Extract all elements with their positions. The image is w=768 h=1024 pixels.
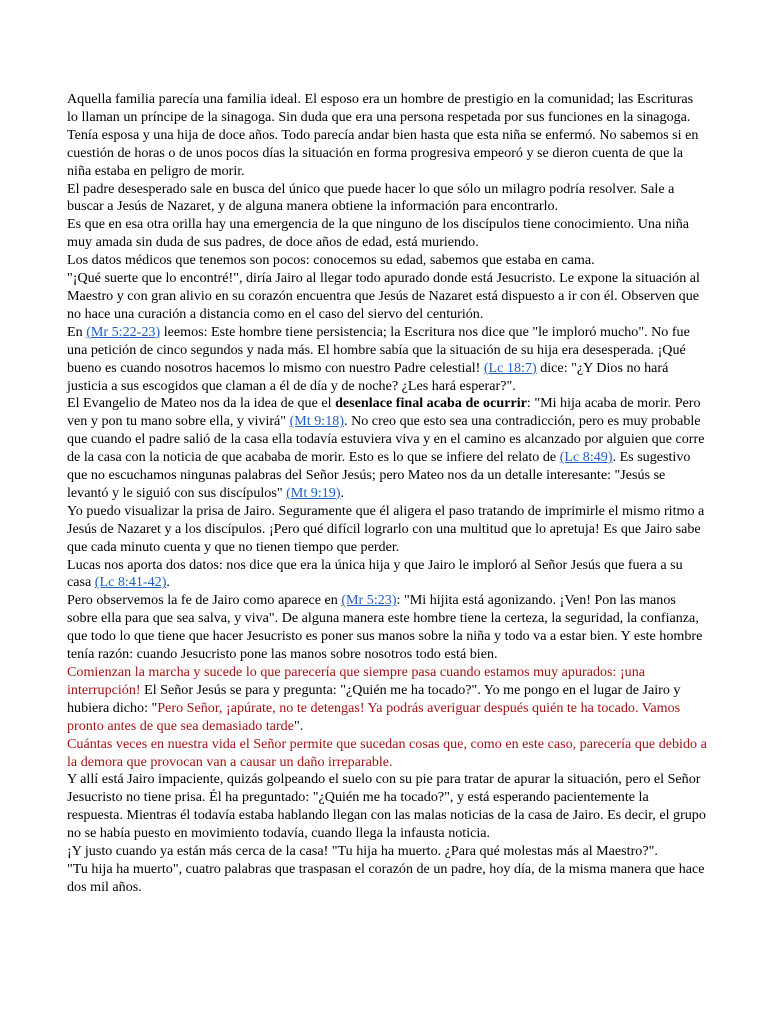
body-text: El Evangelio de Mateo nos da la idea de que el (67, 395, 336, 412)
highlighted-text: Comienzan la marcha y sucede lo que parecería que siempre pasa cuando estamos muy apurados: ¡una interrupción! (67, 664, 646, 698)
body-text: : "Mi hija acaba de morir. Pero ven y pon tu mano sobre ella, y vivirá" (67, 395, 701, 430)
paragraph (67, 91, 707, 181)
highlighted-text: Cuántas veces en nuestra vida el Señor permite que sucedan cosas que, como en este caso, parecería que debido a la demora que provocan van a causar un daño irreparable. (67, 735, 707, 770)
paragraph (67, 557, 707, 593)
paragraph (67, 503, 707, 557)
paragraph (67, 861, 707, 897)
body-text: Los datos médicos que tenemos son pocos: conocemos su edad, sabemos que estaba en cama. (67, 252, 595, 269)
body-text: Yo puedo visualizar la prisa de Jairo. Seguramente que él aligera el paso tratando de imprimirle el mismo ritmo a Jesús de Nazaret y a los discípulos. ¡Pero qué difícil lograrlo con una multitud que lo apretuja! Es que Jairo sabe que cada minuto cuenta y que no tienen tiempo que perder. (67, 502, 705, 555)
body-text: En (67, 323, 87, 340)
body-text: "Tu hija ha muerto", cuatro palabras que traspasan el corazón de un padre, hoy día, de la misma manera que hace dos mil años. (67, 860, 705, 895)
body-text: Es que en esa otra orilla hay una emergencia de la que ninguno de los discípulos tiene conocimiento. Una niña muy amada sin duda de sus padres, de doce años de edad, está muriendo. (67, 216, 690, 251)
scripture-reference-link[interactable]: (Lc 8:49) (559, 449, 613, 466)
scripture-reference-link[interactable]: (Mt 9:18) (289, 413, 345, 430)
scripture-reference-link[interactable]: (Mt 9:19) (286, 484, 341, 501)
body-text: Pero observemos la fe de Jairo como aparece en (67, 592, 342, 609)
paragraph (67, 664, 707, 736)
scripture-reference-link[interactable]: (Lc 18:7) (483, 359, 537, 376)
paragraph (67, 736, 707, 772)
body-text: ". (293, 717, 304, 734)
paragraph (67, 216, 707, 252)
body-text: . No creo que esto sea una contradicción, pero es muy probable que cuando el padre salió de la casa ella todavía estuviera viva y en el camino es alcanzado por alguien que corre de la casa con la noticia de que acababa de morir. Esto es lo que se infiere del relato de (67, 413, 705, 466)
body-text: Aquella familia parecía una familia ideal. El esposo era un hombre de prestigio en la comunidad; las Escrituras lo llaman un príncipe de la sinagoga. Sin duda que era una persona respetada por sus funciones en la sinagoga. Tenía esposa y una hija de doce años. Todo parecía andar bien hasta que esta niña se enfermó. No sabemos si en cuestión de horas o de unos pocos días la situación en forma progresiva empeoró y se dieron cuenta de que la niña estaba en peligro de morir. (67, 91, 699, 179)
paragraph (67, 252, 707, 270)
bold-emphasis-text: desenlace final acaba de ocurrir (335, 395, 527, 412)
body-text: Lucas nos aporta dos datos: nos dice que era la única hija y que Jairo le imploró al Señor Jesús que fuera a su casa (67, 556, 683, 591)
body-text: El padre desesperado sale en busca del único que puede hacer lo que sólo un milagro podría resolver. Sale a buscar a Jesús de Nazaret, y de alguna manera obtiene la información para encontrarlo. (67, 180, 675, 215)
body-text: . (340, 484, 345, 501)
paragraph (67, 843, 707, 861)
body-text: dice: "¿Y Dios no hará justicia a sus escogidos que claman a él de día y de noche? ¿Les hará esperar?". (67, 359, 669, 394)
body-text: El Señor Jesús se para y pregunta: "¿Quién me ha tocado?". Yo me pongo en el lugar de Jairo y hubiera dicho: " (67, 681, 681, 716)
body-text: . Es sugestivo que no escuchamos ningunas palabras del Señor Jesús; pero Mateo nos da un detalle interesante: "Jesús se levantó y le siguió con sus discípulos" (67, 449, 691, 501)
paragraph (67, 771, 707, 843)
paragraph (67, 324, 707, 396)
paragraph (67, 592, 707, 664)
body-text: . (166, 574, 170, 591)
scripture-reference-link[interactable]: (Mr 5:23) (341, 592, 397, 609)
paragraph (67, 395, 707, 502)
body-text: Y allí está Jairo impaciente, quizás golpeando el suelo con su pie para tratar de apurar la situación, pero el Señor Jesucristo no tiene prisa. Él ha preguntado: "¿Quién me ha tocado?", y está esperando pacientemente la respuesta. Mientras él todavía estaba hablando llegan con las malas noticias de la casa de Jairo. Es decir, el grupo no se había puesto en movimiento todavía, cuando llega la infausta noticia. (67, 771, 706, 842)
body-text: ¡Y justo cuando ya están más cerca de la casa! "Tu hija ha muerto. ¿Para qué molestas más al Maestro?". (67, 843, 658, 860)
document-body (67, 91, 707, 897)
body-text: leemos: Este hombre tiene persistencia; la Escritura nos dice que "le imploró mucho". No fue una petición de cinco segundos y nada más. El hombre sabía que la situación de su hija era desesperada. ¡Qué bueno es cuando nosotros hacemos lo mismo con nuestro Padre celestial! (67, 323, 690, 376)
body-text: : "Mi hijita está agonizando. ¡Ven! Pon las manos sobre ella para que sea salva, y viva". De alguna manera este hombre tiene la certeza, la seguridad, la confianza, que todo lo que tiene que hacer Jesucristo es poner sus manos sobre la niña y todo va a estar bien. Y este hombre tenía razón: cuando Jesucristo pone las manos sobre nosotros todo está bien. (67, 592, 703, 663)
highlighted-text: Pero Señor, ¡apúrate, no te detengas! Ya podrás averiguar después quién te ha tocado. Vamos pronto antes de que sea demasiado tarde (67, 699, 681, 734)
paragraph (67, 270, 707, 324)
scripture-reference-link[interactable]: (Mr 5:22-23) (86, 323, 161, 340)
scripture-reference-link[interactable]: (Lc 8:41-42) (94, 574, 167, 591)
body-text: "¡Qué suerte que lo encontré!", diría Jairo al llegar todo apurado donde está Jesucristo. Le expone la situación al Maestro y con gran alivio en su corazón encuentra que Jesús de Nazaret está dispuesto a ir con él. Observen que no hace una curación a distancia como en el caso del siervo del centurión. (67, 270, 700, 322)
paragraph (67, 181, 707, 217)
